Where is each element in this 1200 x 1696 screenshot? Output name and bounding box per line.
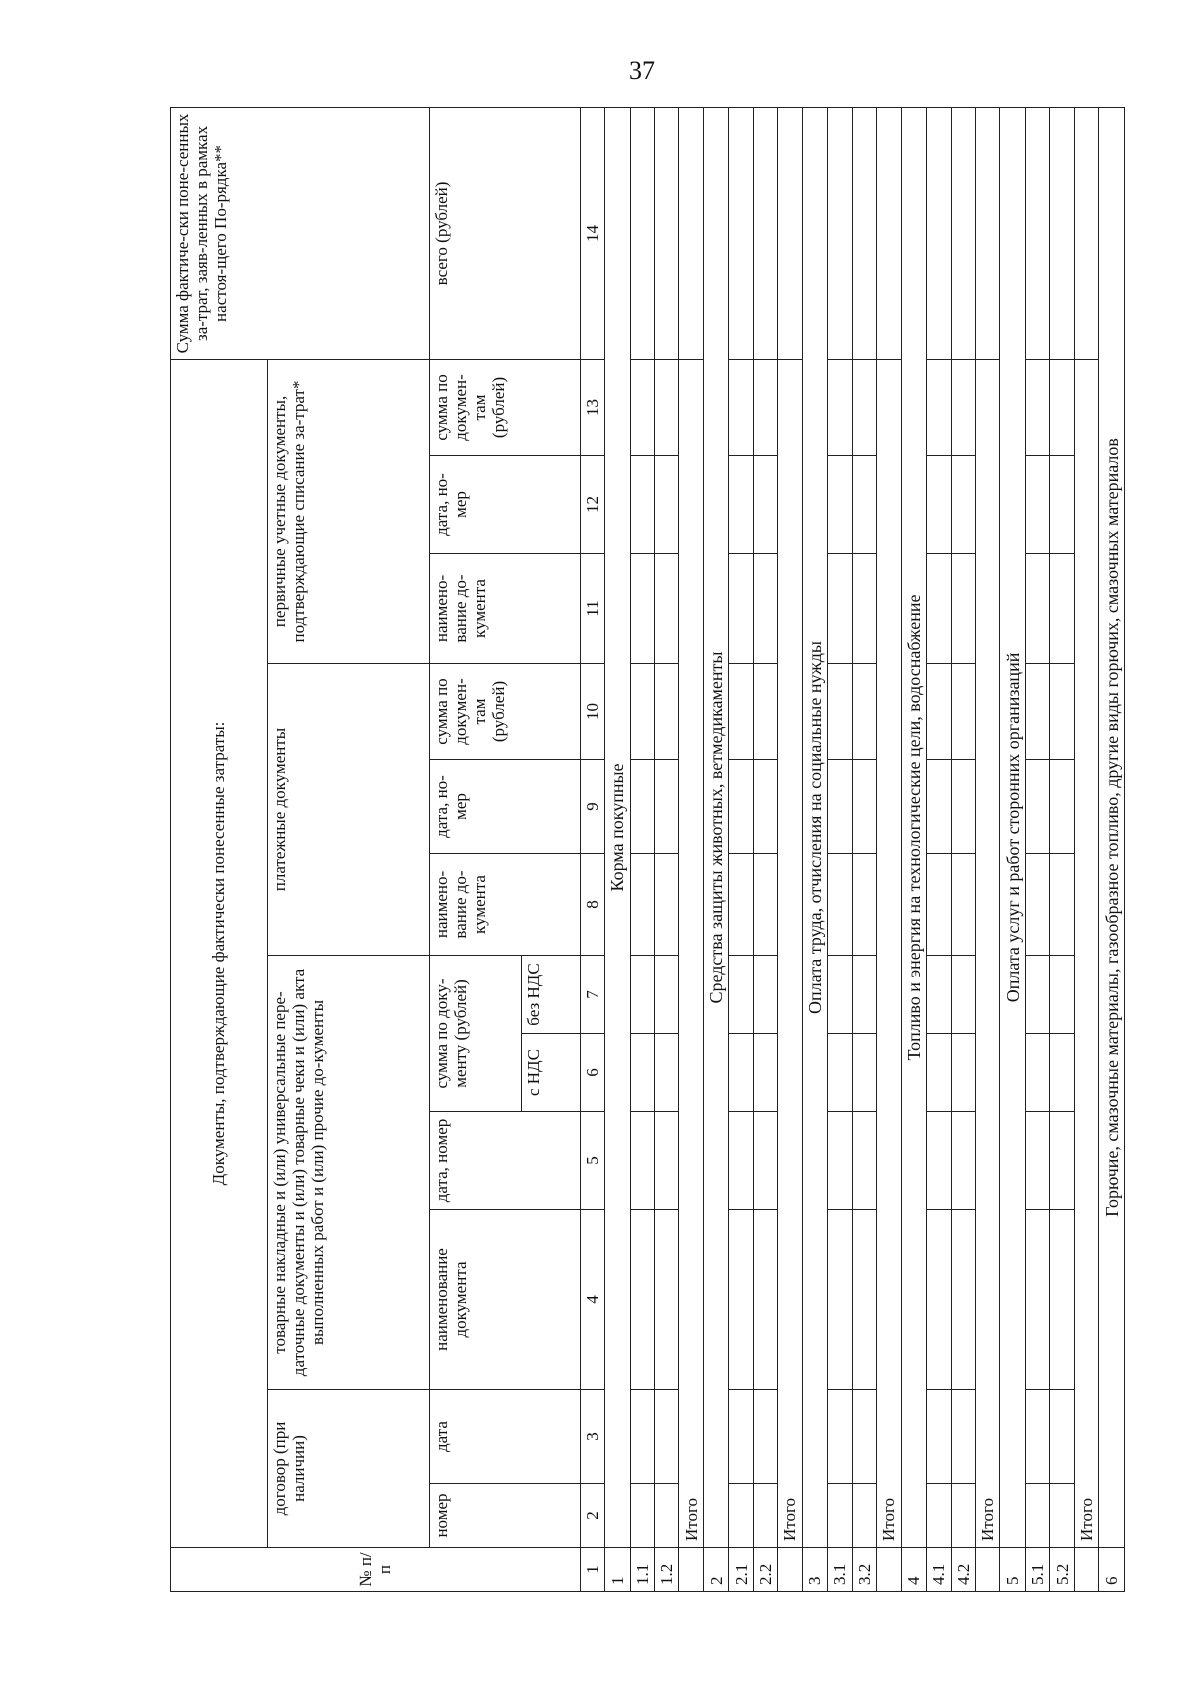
data-row — [951, 107, 975, 1591]
total-label: Итого — [679, 359, 703, 1547]
empty-cell — [852, 456, 876, 554]
col-number: 4 — [580, 1210, 604, 1390]
empty-cell — [630, 554, 654, 664]
col-number: 14 — [580, 107, 604, 359]
empty-cell — [1050, 1034, 1074, 1112]
section-row — [802, 107, 828, 1591]
total-row — [778, 107, 802, 1591]
section-number: 6 — [1099, 1548, 1125, 1592]
empty-cell — [753, 554, 777, 664]
header-doc-sum: сумма по доку-менту (рублей) — [430, 956, 521, 1112]
empty-cell — [927, 760, 951, 854]
empty-cell — [729, 1484, 753, 1548]
empty-cell — [828, 456, 852, 554]
row-number: 2.1 — [729, 1548, 753, 1592]
row-number: 2.2 — [753, 1548, 777, 1592]
col-number: 13 — [580, 359, 604, 455]
empty-cell — [951, 456, 975, 554]
header-invoices: товарные накладные и (или) универсальные пере-даточные документы и (или) товарные чеки и (или) акта выполненных работ и (или) прочие до-кументы — [267, 956, 430, 1390]
empty-cell — [630, 760, 654, 854]
empty-cell — [655, 664, 679, 760]
header-payment-docs: платежные документы — [267, 664, 430, 956]
header-prim-sum: сумма по докумен-там (рублей) — [430, 359, 580, 455]
empty-cell — [729, 854, 753, 956]
empty-cell — [679, 1548, 703, 1592]
empty-cell — [630, 456, 654, 554]
header-doc-date-number: дата, номер — [430, 1112, 580, 1210]
empty-cell — [852, 1390, 876, 1484]
empty-cell — [753, 854, 777, 956]
total-row — [975, 107, 999, 1591]
section-row — [1000, 107, 1026, 1591]
empty-cell — [1074, 1548, 1098, 1592]
section-title: Горючие, смазочные материалы, газообразное топливо, другие виды горючих, смазочных материалов — [1099, 107, 1125, 1547]
row-number: 1.2 — [655, 1548, 679, 1592]
empty-cell — [927, 1034, 951, 1112]
empty-cell — [729, 554, 753, 664]
empty-cell — [1050, 760, 1074, 854]
header-pay-date-number: дата, но-мер — [430, 760, 580, 854]
header-contract-number: номер — [430, 1484, 580, 1548]
total-row — [679, 107, 703, 1591]
section-number: 3 — [802, 1548, 828, 1592]
empty-cell — [1050, 1210, 1074, 1390]
empty-cell — [655, 1210, 679, 1390]
empty-cell — [828, 854, 852, 956]
empty-cell — [1025, 1112, 1049, 1210]
empty-cell — [630, 1210, 654, 1390]
empty-cell — [828, 956, 852, 1034]
section-title: Топливо и энергия на технологические цели, водоснабжение — [901, 107, 927, 1547]
empty-cell — [753, 1034, 777, 1112]
header-prim-date-number: дата, но-мер — [430, 456, 580, 554]
empty-cell — [951, 107, 975, 359]
total-value-cell — [778, 107, 802, 359]
header-docs-group: Документы, подтверждающие фактически понесенные затраты: — [171, 359, 268, 1547]
empty-cell — [655, 359, 679, 455]
empty-cell — [655, 1484, 679, 1548]
empty-cell — [852, 664, 876, 760]
empty-cell — [1050, 456, 1074, 554]
empty-cell — [951, 854, 975, 956]
row-number: 4.1 — [927, 1548, 951, 1592]
empty-cell — [655, 1034, 679, 1112]
header-doc-name: наименование документа — [430, 1210, 580, 1390]
data-row — [1050, 107, 1074, 1591]
empty-cell — [753, 664, 777, 760]
total-label: Итого — [1074, 359, 1098, 1547]
empty-cell — [729, 1390, 753, 1484]
empty-cell — [1025, 956, 1049, 1034]
header-row-1 — [171, 107, 268, 1591]
empty-cell — [655, 1112, 679, 1210]
col-number: 12 — [580, 456, 604, 554]
empty-cell — [852, 854, 876, 956]
page-number: 37 — [629, 56, 655, 85]
empty-cell — [828, 1390, 852, 1484]
rotated-table-container — [170, 112, 1125, 1592]
section-row — [703, 107, 729, 1591]
data-row — [655, 107, 679, 1591]
empty-cell — [753, 107, 777, 359]
empty-cell — [655, 554, 679, 664]
header-sum-actual: Сумма фактиче-ски поне-сенных за-трат, заяв-ленных в рамках настоя-щего По-рядка** — [171, 107, 430, 359]
empty-cell — [852, 107, 876, 359]
empty-cell — [852, 956, 876, 1034]
empty-cell — [729, 107, 753, 359]
header-with-vat: с НДС — [521, 1034, 580, 1112]
expense-documents-table — [170, 107, 1125, 1592]
row-number: 1.1 — [630, 1548, 654, 1592]
empty-cell — [753, 1484, 777, 1548]
empty-cell — [729, 456, 753, 554]
total-row — [1074, 107, 1098, 1591]
section-title: Оплата услуг и работ сторонних организаций — [1000, 107, 1026, 1547]
empty-cell — [729, 1112, 753, 1210]
total-row — [877, 107, 901, 1591]
empty-cell — [828, 760, 852, 854]
row-number: 3.1 — [828, 1548, 852, 1592]
empty-cell — [951, 664, 975, 760]
empty-cell — [828, 1484, 852, 1548]
empty-cell — [927, 554, 951, 664]
data-row — [630, 107, 654, 1591]
empty-cell — [927, 854, 951, 956]
empty-cell — [1025, 359, 1049, 455]
empty-cell — [1025, 664, 1049, 760]
empty-cell — [927, 956, 951, 1034]
empty-cell — [852, 1484, 876, 1548]
empty-cell — [753, 760, 777, 854]
empty-cell — [630, 1390, 654, 1484]
empty-cell — [753, 359, 777, 455]
empty-cell — [828, 1112, 852, 1210]
empty-cell — [630, 854, 654, 956]
header-primary-docs: первичные учетные документы, подтверждающие списание за-трат* — [267, 359, 430, 663]
col-number: 9 — [580, 760, 604, 854]
section-number: 1 — [605, 1548, 631, 1592]
empty-cell — [1050, 554, 1074, 664]
empty-cell — [729, 664, 753, 760]
total-value-cell — [1074, 107, 1098, 359]
section-number: 4 — [901, 1548, 927, 1592]
total-value-cell — [679, 107, 703, 359]
empty-cell — [828, 1210, 852, 1390]
empty-cell — [630, 1034, 654, 1112]
section-row — [1099, 107, 1125, 1591]
empty-cell — [951, 760, 975, 854]
empty-cell — [1025, 1034, 1049, 1112]
header-prim-name: наимено-вание до-кумента — [430, 554, 580, 664]
row-number: 4.2 — [951, 1548, 975, 1592]
empty-cell — [1050, 107, 1074, 359]
empty-cell — [951, 1390, 975, 1484]
empty-cell — [951, 554, 975, 664]
header-pay-sum: сумма по докумен-там (рублей) — [430, 664, 580, 760]
empty-cell — [753, 1112, 777, 1210]
empty-cell — [1025, 107, 1049, 359]
section-number: 5 — [1000, 1548, 1026, 1592]
data-row — [1025, 107, 1049, 1591]
empty-cell — [828, 554, 852, 664]
header-contract-date: дата — [430, 1390, 580, 1484]
empty-cell — [828, 664, 852, 760]
column-numbers-row — [580, 107, 604, 1591]
total-label: Итого — [975, 359, 999, 1547]
empty-cell — [1050, 1390, 1074, 1484]
col-number: 5 — [580, 1112, 604, 1210]
empty-cell — [729, 1034, 753, 1112]
header-no: № п/п — [171, 1548, 581, 1592]
empty-cell — [655, 956, 679, 1034]
empty-cell — [1050, 1112, 1074, 1210]
empty-cell — [655, 854, 679, 956]
col-number: 1 — [580, 1548, 604, 1592]
empty-cell — [852, 359, 876, 455]
empty-cell — [951, 1112, 975, 1210]
empty-cell — [729, 359, 753, 455]
empty-cell — [927, 1112, 951, 1210]
empty-cell — [951, 359, 975, 455]
data-row — [828, 107, 852, 1591]
row-number: 5.2 — [1050, 1548, 1074, 1592]
section-number: 2 — [703, 1548, 729, 1592]
total-value-cell — [975, 107, 999, 359]
empty-cell — [828, 1034, 852, 1112]
empty-cell — [927, 1390, 951, 1484]
empty-cell — [630, 1112, 654, 1210]
empty-cell — [927, 359, 951, 455]
empty-cell — [753, 456, 777, 554]
empty-cell — [1050, 359, 1074, 455]
empty-cell — [1025, 760, 1049, 854]
empty-cell — [852, 1034, 876, 1112]
data-row — [729, 107, 753, 1591]
empty-cell — [828, 359, 852, 455]
empty-cell — [951, 1210, 975, 1390]
empty-cell — [729, 1210, 753, 1390]
row-number: 5.1 — [1025, 1548, 1049, 1592]
empty-cell — [951, 1034, 975, 1112]
empty-cell — [753, 956, 777, 1034]
col-number: 11 — [580, 554, 604, 664]
header-pay-name: наимено-вание до-кумента — [430, 854, 580, 956]
empty-cell — [778, 1548, 802, 1592]
row-number: 3.2 — [852, 1548, 876, 1592]
data-row — [927, 107, 951, 1591]
total-label: Итого — [877, 359, 901, 1547]
total-value-cell — [877, 107, 901, 359]
header-contract: договор (при наличии) — [267, 1390, 430, 1548]
section-row — [605, 107, 631, 1591]
col-number: 7 — [580, 956, 604, 1034]
empty-cell — [927, 1484, 951, 1548]
empty-cell — [655, 107, 679, 359]
empty-cell — [852, 760, 876, 854]
total-label: Итого — [778, 359, 802, 1547]
empty-cell — [1050, 664, 1074, 760]
empty-cell — [951, 956, 975, 1034]
empty-cell — [1025, 456, 1049, 554]
col-number: 6 — [580, 1034, 604, 1112]
header-without-vat: без НДС — [521, 956, 580, 1034]
empty-cell — [630, 1484, 654, 1548]
empty-cell — [927, 107, 951, 359]
empty-cell — [753, 1390, 777, 1484]
empty-cell — [1025, 554, 1049, 664]
empty-cell — [1050, 956, 1074, 1034]
empty-cell — [927, 456, 951, 554]
empty-cell — [877, 1548, 901, 1592]
empty-cell — [1025, 1390, 1049, 1484]
section-row — [901, 107, 927, 1591]
empty-cell — [927, 1210, 951, 1390]
empty-cell — [1025, 1484, 1049, 1548]
empty-cell — [1025, 1210, 1049, 1390]
header-row-3 — [430, 107, 521, 1591]
section-title: Средства защиты животных, ветмедикаменты — [703, 107, 729, 1547]
empty-cell — [630, 107, 654, 359]
col-number: 2 — [580, 1484, 604, 1548]
empty-cell — [753, 1210, 777, 1390]
section-title: Оплата труда, отчисления на социальные нужды — [802, 107, 828, 1547]
header-total-rub: всего (рублей) — [430, 107, 580, 359]
empty-cell — [655, 760, 679, 854]
col-number: 3 — [580, 1390, 604, 1484]
col-number: 10 — [580, 664, 604, 760]
empty-cell — [630, 664, 654, 760]
empty-cell — [630, 359, 654, 455]
empty-cell — [852, 1210, 876, 1390]
empty-cell — [655, 1390, 679, 1484]
empty-cell — [852, 1112, 876, 1210]
empty-cell — [1050, 854, 1074, 956]
empty-cell — [729, 760, 753, 854]
empty-cell — [1050, 1484, 1074, 1548]
empty-cell — [1025, 854, 1049, 956]
empty-cell — [927, 664, 951, 760]
empty-cell — [655, 456, 679, 554]
data-row — [852, 107, 876, 1591]
data-row — [753, 107, 777, 1591]
empty-cell — [630, 956, 654, 1034]
empty-cell — [852, 554, 876, 664]
empty-cell — [975, 1548, 999, 1592]
empty-cell — [828, 107, 852, 359]
section-title: Корма покупные — [605, 107, 631, 1547]
empty-cell — [951, 1484, 975, 1548]
empty-cell — [729, 956, 753, 1034]
col-number: 8 — [580, 854, 604, 956]
